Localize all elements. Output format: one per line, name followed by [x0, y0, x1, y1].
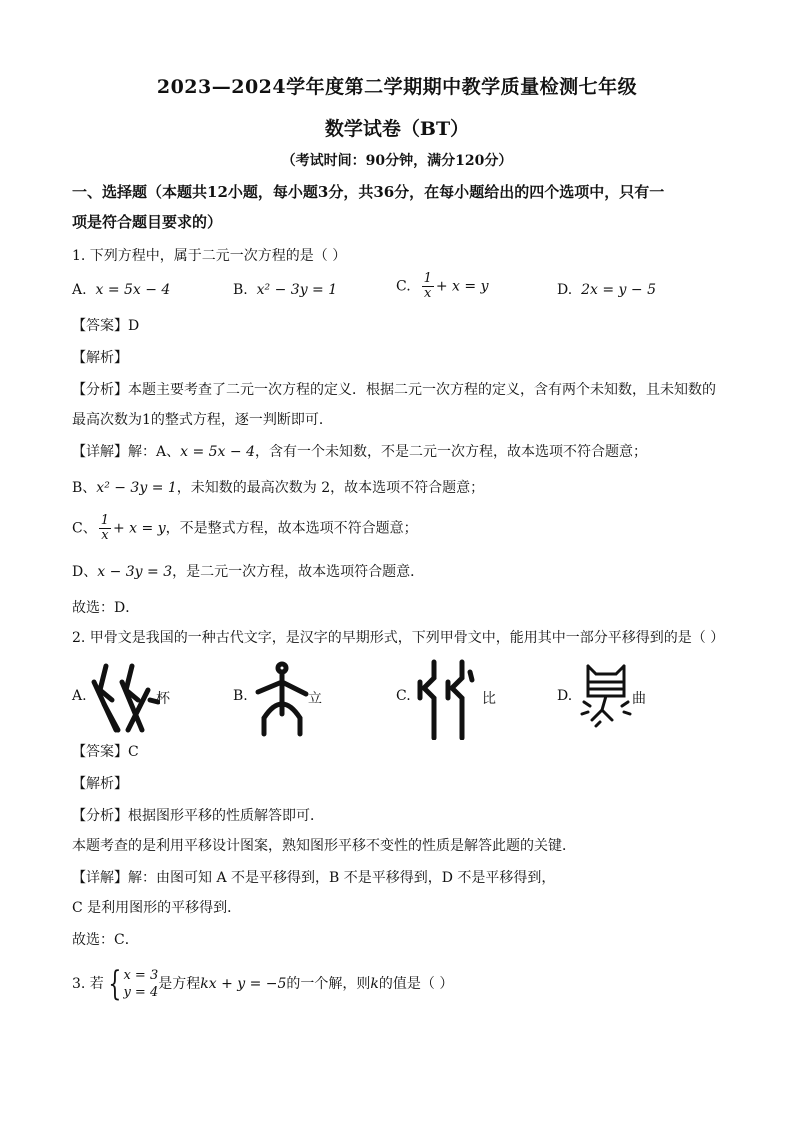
q2-option-d-label: D.	[557, 688, 573, 704]
q1-option-c-rest: + x = y	[435, 278, 489, 295]
oracle-glyph-bi-icon	[412, 658, 482, 740]
q2-option-a-label: A.	[72, 688, 87, 704]
q2-option-b-label: B.	[233, 688, 248, 704]
q1-option-a	[72, 280, 170, 300]
q2-option-c-char: 比	[482, 691, 496, 707]
q2-note: 本题考查的是利用平移设计图案，熟知图形平移不变性的性质是解答此题的关键．	[72, 838, 576, 854]
q2-option-a-char: 杯	[156, 691, 170, 707]
section1-heading-line1: 一、选择题（本题共12小题，每小题3分，共36分，在每小题给出的四个选项中，只有一	[72, 183, 665, 201]
q1-detail-c: C、 $\frac{1}{x}$ + x = y，不是整式方程，故本选项不符合题意；	[72, 513, 418, 543]
q3-equation-system: { x = 3 y = 4	[108, 964, 159, 1004]
q1-option-d	[557, 280, 656, 300]
section1-heading-line2: 项是符合题目要求的）	[72, 213, 223, 231]
q2-conclusion: 故选：C．	[72, 932, 139, 948]
q1-analysis-label: 【解析】	[72, 350, 128, 366]
q1-answer: 【答案】D	[72, 318, 140, 334]
q1-option-c	[396, 272, 488, 301]
q1-detail-d: D、x − 3y = 3，是二元一次方程，故本选项符合题意．	[72, 564, 425, 580]
q2-analysis-label: 【解析】	[72, 776, 128, 792]
q1-fenxi-line2: 最高次数为1的整式方程，逐一判断即可．	[72, 412, 333, 428]
q1-option-c-fraction: $\frac{1}{x}$	[423, 271, 432, 301]
exam-title-line1: 2023—2024学年度第二学期期中教学质量检测七年级	[156, 76, 638, 98]
q2-detail-line1: 【详解】解：由图可知 A 不是平移得到，B 不是平移得到，D 不是平移得到，	[72, 870, 556, 886]
q1-option-a-label: A.	[72, 282, 87, 298]
q1-option-b-math: x² − 3y = 1	[256, 282, 338, 298]
q1-fenxi-line1: 【分析】本题主要考查了二元一次方程的定义．根据二元一次方程的定义，含有两个未知数，且未知数的	[72, 382, 716, 398]
oracle-glyph-li-icon	[250, 660, 310, 740]
q2-detail-line2: C 是利用图形的平移得到．	[72, 900, 242, 916]
q1-option-a-math: x = 5x − 4	[95, 282, 171, 298]
q1-conclusion: 故选：D．	[72, 600, 140, 616]
q2-answer: 【答案】C	[72, 744, 139, 760]
q1-option-b-label: B.	[233, 282, 248, 298]
q2-fenxi: 【分析】根据图形平移的性质解答即可．	[72, 808, 324, 824]
q1-detail-c-fraction: $\frac{1}{x}$	[100, 513, 109, 543]
q1-stem: 1. 下列方程中，属于二元一次方程的是（ ）	[72, 248, 347, 264]
q1-option-d-math: 2x = y − 5	[581, 282, 656, 298]
exam-info: （考试时间：90分钟，满分120分）	[281, 153, 513, 169]
exam-title-line2: 数学试卷（BT）	[324, 118, 470, 140]
brace-icon: {	[108, 964, 122, 1004]
q1-detail-b: B、x² − 3y = 1，未知数的最高次数为 2，故本选项不符合题意；	[72, 480, 485, 496]
q2-option-c-label: C.	[396, 688, 411, 704]
q1-option-c-label: C.	[396, 278, 411, 295]
q2-option-b-char: 立	[308, 691, 322, 707]
oracle-glyph-bei-icon	[88, 660, 160, 736]
q1-detail-a: 【详解】解：A、x = 5x − 4，含有一个未知数，不是二元一次方程，故本选项不符合题意；	[72, 444, 647, 460]
q2-option-d-char: 曲	[632, 691, 646, 707]
q1-option-d-label: D.	[557, 282, 573, 298]
q1-option-b	[233, 280, 337, 300]
q2-stem: 2. 甲骨文是我国的一种古代文字，是汉字的早期形式，下列甲骨文中，能用其中一部分平移得到的是（ ）	[72, 630, 725, 646]
q3-stem: 3. 若 { x = 3 y = 4 是方程kx + y = −5的一个解，则k的值是（ ）	[72, 964, 454, 1004]
oracle-glyph-qu-icon	[578, 660, 634, 730]
